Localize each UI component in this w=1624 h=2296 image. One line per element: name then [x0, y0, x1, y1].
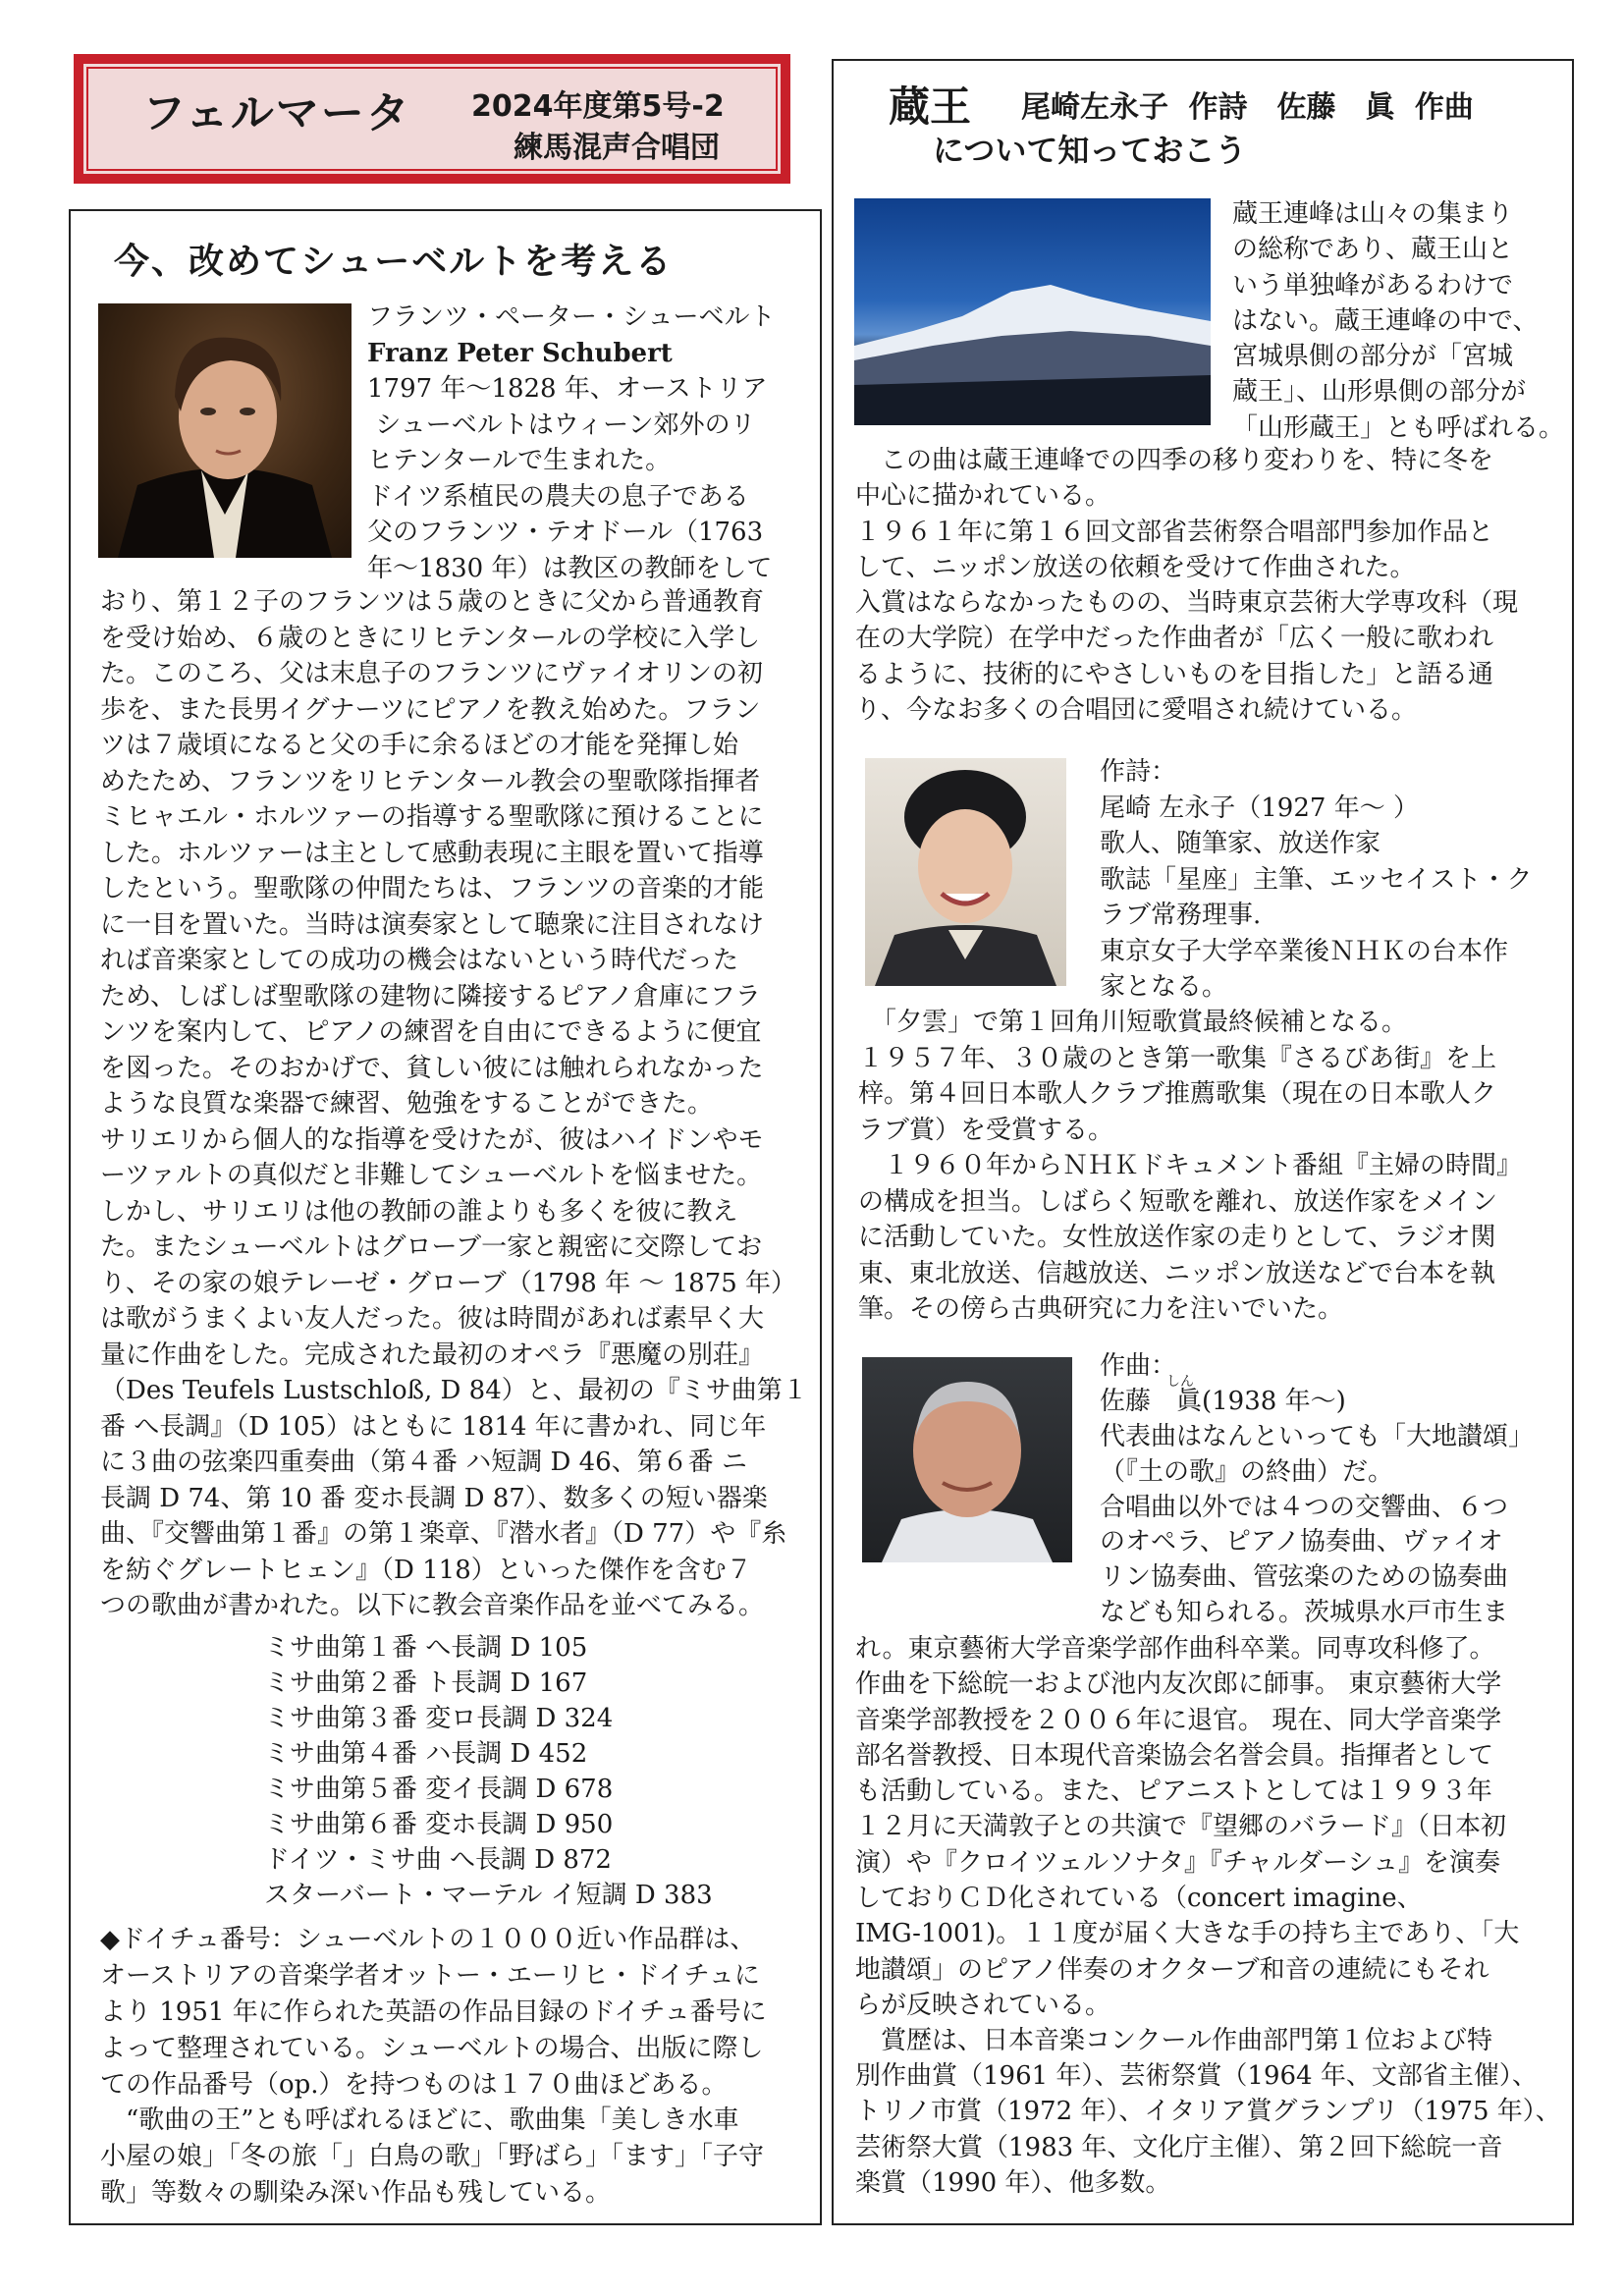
text-line: 量に作曲をした。完成された最初のオペラ『悪魔の別荘』 — [100, 1339, 765, 1370]
text-line: 宮城県側の部分が「宮城 — [1232, 342, 1514, 372]
text-line: した。ホルツァーは主として感動表現に主眼を置いて指導 — [100, 838, 764, 868]
text-line: に活動していた。女性放送作家の走りとして、ラジオ関 — [858, 1223, 1496, 1252]
name-reading-ruby: しん — [1166, 1374, 1194, 1390]
text-line: 父のフランツ・テオドール（1763 — [367, 518, 764, 547]
text-line: （Des Teufels Lustschloß, D 84）と、最初の『ミサ曲第１ — [100, 1376, 808, 1405]
text-line: IMG-1001)。１１度が届く大きな手の持ち主であり、「大 — [855, 1919, 1520, 1949]
text-line: を紡ぐグレートヒェン』（D 118）といった傑作を含む７ — [100, 1555, 752, 1585]
text-line: 音楽学部教授を２００６年に退官。 現在、同大学音楽学 — [855, 1705, 1502, 1735]
text-line: １９６１年に第１６回文部省芸術祭合唱部門参加作品と — [855, 517, 1494, 547]
text-line: サリエリから個人的な指導を受けたが、彼はハイドンやモ — [100, 1124, 764, 1155]
text-line: 歌人、随筆家、放送作家 — [1100, 829, 1381, 858]
organization-name: 練馬混声合唱団 — [514, 131, 720, 165]
text-line: れ。東京藝術大学音楽学部作曲科卒業。同専攻科修了。 — [855, 1634, 1495, 1664]
text-line: ミサ曲第４番 ハ長調 D 452 — [264, 1739, 588, 1769]
text-line: 小屋の娘」「冬の旅「」白鳥の歌」「野ばら」「ます」「子守 — [100, 2142, 765, 2172]
text-line: ミサ曲第５番 変イ長調 D 678 — [264, 1775, 614, 1804]
text-line: の構成を担当。しばらく短歌を離れ、放送作家をメイン — [858, 1186, 1498, 1217]
sato-shin-portrait-image — [862, 1357, 1072, 1562]
text-line: ラブ賞）を受賞する。 — [858, 1115, 1114, 1145]
text-line: ラブ常務理事. — [1100, 901, 1262, 930]
text-line: 歩を、また長男イグナーツにピアノを教え始めた。フラン — [100, 694, 761, 725]
text-line: ドイツ・ミサ曲 へ長調 D 872 — [264, 1845, 612, 1875]
text-line: つの歌曲が書かれた。以下に教会音楽作品を並べてみる。 — [100, 1591, 765, 1620]
composer-profile-header — [1100, 1349, 1534, 1631]
text-line: 合唱曲以外では４つの交響曲、６つ — [1100, 1492, 1509, 1522]
text-line: 東京女子大学卒業後ＮＨＫの台本作 — [1100, 936, 1509, 966]
text-line: 番 へ長調』（D 105）はともに 1814 年に書かれ、同じ年 — [100, 1411, 767, 1442]
text-line: り、その家の娘テレーゼ・グローブ（1798 年 ～ 1875 年） — [100, 1268, 797, 1298]
text-line: しておりＣＤ化されている（concert imagine、 — [855, 1884, 1423, 1914]
text-line: オーストリアの音楽学者オットー・エーリヒ・ドイチュに — [100, 1960, 760, 1991]
text-line: より 1951 年に作られた英語の作品目録のドイチュ番号に — [100, 1996, 767, 2027]
text-line: り、今なお多くの合唱団に愛唱され続けている。 — [855, 695, 1418, 726]
text-line: 蔵王」、山形県側の部分が — [1232, 377, 1527, 408]
text-line: た。またシューベルトはグローブ一家と親密に交際してお — [100, 1232, 763, 1262]
masthead-banner — [74, 54, 790, 184]
text-line: “歌曲の王”とも呼ばれるほどに、歌曲集「美しき水車 — [100, 2105, 739, 2136]
text-line: 賞歴は、日本音楽コンクール作曲部門第１位および特 — [855, 2026, 1492, 2055]
text-line: の総称であり、蔵王山と — [1232, 235, 1514, 265]
text-line: 作曲： — [1100, 1351, 1177, 1381]
text-line: リン協奏曲、管弦楽のための協奏曲 — [1100, 1562, 1509, 1593]
text-line: おり、第１２子のフランツは５歳のときに父から普通教育 — [100, 587, 765, 617]
text-line: ドイツ系植民の農夫の息子である — [367, 481, 749, 512]
text-line: 代表曲はなんといっても「大地讃頌」 — [1100, 1421, 1535, 1451]
text-line: るように、技術的にやさしいものを目指した」と語る通 — [855, 659, 1494, 689]
text-line: 芸術祭大賞（1983 年、文化庁主催）、第２回下総皖一音 — [855, 2132, 1503, 2162]
text-line: 中心に描かれている。 — [855, 481, 1111, 512]
text-line: ヒテンタールで生まれた。 — [367, 446, 672, 475]
text-line: １９６０年からＮＨＫドキュメント番組『主婦の時間』 — [858, 1151, 1523, 1180]
deutsch-catalogue-note — [100, 1922, 767, 2212]
text-line: ような良質な楽器で練習、勉強をすることができた。 — [100, 1089, 714, 1119]
lyricist-biography-text — [858, 1005, 1522, 1328]
text-line: 作曲を下総皖一および池内友次郎に師事。 東京藝術大学 — [855, 1669, 1502, 1700]
text-line: 筆。その傍ら古典研究に力を注いでいた。 — [858, 1294, 1344, 1324]
text-line: 「夕雲」で第１回角川短歌賞最終候補となる。 — [858, 1008, 1408, 1037]
schubert-biography-text — [100, 584, 808, 1624]
text-line: らが反映されている。 — [855, 1990, 1111, 2020]
text-line: を図った。そのおかげで、貧しい彼には触れられなかった — [100, 1053, 764, 1083]
text-line: フランツ・ペーター・シューベルト — [367, 302, 776, 332]
text-line: 作詩： — [1100, 757, 1177, 787]
text-line: た。このころ、父は末息子のフランツにヴァイオリンの初 — [100, 659, 763, 688]
text-line: れば音楽家としての成功の機会はないという時代だった — [100, 946, 739, 975]
text-line: は歌がうまくよい友人だった。彼は時間があれば素早く大 — [100, 1304, 765, 1334]
text-line: トリノ市賞（1972 年）、イタリア賞グランプリ（1975 年）、 — [855, 2097, 1561, 2127]
text-line: なども知られる。茨城県水戸市生ま — [1100, 1598, 1509, 1628]
text-line: して、ニッポン放送の依頼を受けて作曲された。 — [855, 552, 1416, 582]
zao-song-background — [855, 443, 1518, 728]
text-line: に３曲の弦楽四重奏曲（第４番 ハ短調 D 46、第６番 ニ — [100, 1448, 747, 1477]
text-line: のオペラ、ピアノ協奏曲、ヴァイオ — [1100, 1527, 1503, 1558]
text-line: 梓。第４回日本歌人クラブ推薦歌集（現在の日本歌人ク — [858, 1079, 1497, 1109]
text-line: 地讃頌」のピアノ伴奏のオクターブ和音の連続にもそれ — [855, 1954, 1489, 1985]
text-line: ミサ曲第６番 変ホ長調 D 950 — [264, 1810, 614, 1839]
text-line: 在の大学院）在学中だった作曲者が「広く一般に歌われ — [855, 624, 1494, 654]
schubert-article-heading: 今、改めてシューベルトを考える — [114, 241, 674, 282]
text-line: ンツを案内して、ピアノの練習を自由にできるように便宜 — [100, 1017, 762, 1047]
ozaki-sanaeko-portrait-image — [865, 758, 1066, 986]
issue-number: 2024年度第5号-2 — [471, 89, 725, 124]
text-line: 「山形蔵王」とも呼ばれる。 — [1232, 412, 1565, 443]
text-line: 別作曲賞（1961 年）、芸術祭賞（1964 年、文部省主催）、 — [855, 2061, 1538, 2092]
text-line: １２月に天満敦子との共演で『望郷のバラード』（日本初 — [855, 1812, 1507, 1842]
text-line: 曲、『交響曲第１番』の第１楽章、『潜水者』（D 77）や『糸 — [100, 1519, 787, 1549]
text-line: １９５７年、３０歳のとき第一歌集『さるびあ街』を上 — [858, 1043, 1497, 1073]
text-line: ◆ドイチュ番号：シューベルトの１０００近い作品群は、 — [100, 1925, 756, 1954]
text-line: ため、しばしば聖歌隊の建物に隣接するピアノ倉庫にフラ — [100, 981, 761, 1011]
text-line: 入賞はならなかったものの、当時東京芸術大学専攻科（現 — [855, 588, 1518, 619]
text-line: Franz Peter Schubert — [367, 338, 673, 368]
text-line: を受け始め、６歳のときにリヒテンタールの学校に入学し — [100, 623, 761, 653]
text-line: したという。聖歌隊の仲間たちは、フランツの音楽的才能 — [100, 874, 765, 903]
text-line: 部名誉教授、日本現代音楽協会名誉会員。指揮者として — [855, 1740, 1494, 1771]
song-credits: 尾崎左永子 作詩 佐藤 眞 作曲 — [1021, 90, 1474, 125]
schubert-portrait-image — [98, 303, 352, 558]
text-line: に一目を置いた。当時は演奏家として聴衆に注目されなけ — [100, 909, 765, 940]
text-line: スターバート・マーテル イ短調 D 383 — [264, 1881, 713, 1910]
text-line: ての作品番号（op.）を持つものは１７０曲ほどある。 — [100, 2069, 728, 2100]
lyricist-profile-header — [1100, 754, 1532, 1006]
text-line: ミサ曲第２番 ト長調 D 167 — [264, 1668, 588, 1698]
text-line: 1797 年～1828 年、オーストリア — [367, 374, 768, 404]
text-line: めたため、フランツをリヒテンタール教会の聖歌隊指揮者 — [100, 766, 761, 796]
text-line: ーツァルトの真似だと非難してシューベルトを悩ませた。 — [100, 1161, 763, 1190]
zao-mountains-image — [854, 198, 1211, 425]
text-line: 演）や『クロイツェルソナタ』『チャルダーシュ』を演奏 — [855, 1847, 1501, 1878]
text-line: 歌誌「星座」主筆、エッセイスト・ク — [1100, 864, 1533, 895]
schubert-intro-text — [367, 300, 775, 586]
text-line: ミサ曲第３番 変ロ長調 D 324 — [264, 1704, 614, 1733]
text-line: ミサ曲第１番 へ長調 D 105 — [264, 1633, 588, 1663]
text-line: 尾崎 左永子（1927 年～ ） — [1100, 793, 1419, 823]
newsletter-title: フェルマータ — [142, 88, 411, 138]
composer-awards-text — [855, 2023, 1561, 2201]
text-line: しかし、サリエリは他の教師の誰よりも多くを彼に教え — [100, 1196, 738, 1227]
text-line: （『土の歌』の終曲）だ。 — [1100, 1456, 1394, 1487]
text-line: も活動している。また、ピアニストとしては１９９３年 — [855, 1777, 1492, 1807]
text-line: 年～1830 年）は教区の教師をして — [367, 553, 773, 583]
text-line: 家となる。 — [1100, 972, 1228, 1002]
text-line: 歌」等数々の馴染み深い作品も残している。 — [100, 2178, 612, 2209]
zao-article-subheading: について知っておこう — [933, 132, 1247, 169]
composer-biography-text — [855, 1631, 1519, 2023]
text-line: 東、東北放送、信越放送、ニッポン放送などで台本を執 — [858, 1258, 1495, 1288]
mass-works-list — [264, 1630, 713, 1913]
text-line: シューベルトはウィーン郊外のリ — [367, 410, 756, 440]
text-line: よって整理されている。シューベルトの場合、出版に際し — [100, 2033, 764, 2063]
text-line: この曲は蔵王連峰での四季の移り変わりを、特に冬を — [855, 446, 1494, 475]
text-line: 長調 D 74、第 10 番 変ホ長調 D 87）、数多くの短い器楽 — [100, 1483, 768, 1513]
text-line: ツは７歳頃になると父の手に余るほどの才能を発揮し始 — [100, 731, 739, 760]
text-line: はない。蔵王連峰の中で、 — [1232, 305, 1539, 336]
text-line: 楽賞（1990 年）、他多数。 — [855, 2167, 1171, 2198]
song-title: 蔵王 — [889, 82, 972, 131]
text-line: 蔵王連峰は山々の集まり — [1232, 199, 1514, 229]
text-line: ミヒャエル・ホルツァーの指導する聖歌隊に預けることに — [100, 802, 764, 832]
text-line: いう単独峰があるわけで — [1232, 270, 1514, 301]
text-line: 佐藤 眞(1938 年～) — [1100, 1386, 1346, 1416]
zao-range-description — [1232, 196, 1564, 446]
